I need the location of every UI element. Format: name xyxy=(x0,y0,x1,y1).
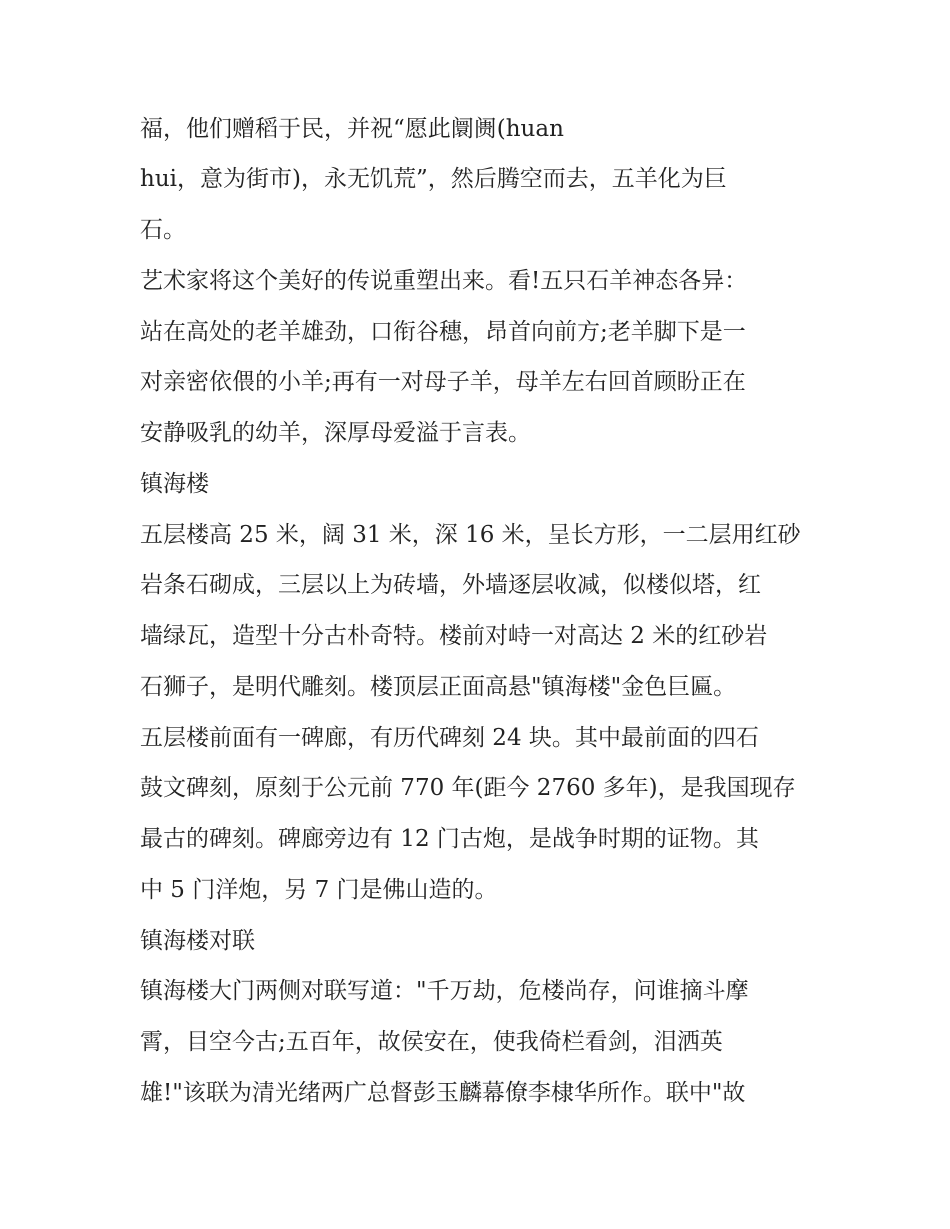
text-line: hui，意为街市)，永无饥荒”，然后腾空而去，五羊化为巨 xyxy=(140,166,727,192)
text-line: 岩条石砌成，三层以上为砖墙，外墙逐层收减，似楼似塔，红 xyxy=(140,572,761,598)
text-line: 站在高处的老羊雄劲，口衔谷穗，昂首向前方;老羊脚下是一 xyxy=(140,319,746,345)
text-line: 对亲密依偎的小羊;再有一对母子羊，母羊左右回首顾盼正在 xyxy=(140,369,746,395)
text-line: 鼓文碑刻，原刻于公元前 770 年(距今 2760 多年)，是我国现存 xyxy=(140,775,796,801)
text-line: 五层楼高 25 米，阔 31 米，深 16 米，呈长方形，一二层用红砂 xyxy=(140,522,801,548)
text-line: 雄!"该联为清光绪两广总督彭玉麟幕僚李棣华所作。联中"故 xyxy=(140,1080,746,1106)
text-line: 五层楼前面有一碑廊，有历代碑刻 24 块。其中最前面的四石 xyxy=(140,725,759,751)
text-line: 中 5 门洋炮，另 7 门是佛山造的。 xyxy=(140,877,498,903)
text-line: 石。 xyxy=(140,217,186,243)
section-heading: 镇海楼 xyxy=(140,471,209,497)
text-line: 墙绿瓦，造型十分古朴奇特。楼前对峙一对高达 2 米的红砂岩 xyxy=(140,623,768,649)
text-line: 霄，目空今古;五百年，故侯安在，使我倚栏看剑，泪洒英 xyxy=(140,1029,723,1055)
text-line: 石狮子，是明代雕刻。楼顶层正面高悬"镇海楼"金色巨匾。 xyxy=(140,674,737,700)
text-line: 福，他们赠稻于民，并祝“愿此阛阓(huan xyxy=(140,116,564,142)
text-line: 安静吸乳的幼羊，深厚母爱溢于言表。 xyxy=(140,420,531,446)
section-heading: 镇海楼对联 xyxy=(140,928,255,954)
text-line: 镇海楼大门两侧对联写道："千万劫，危楼尚存，问谁摘斗摩 xyxy=(140,978,749,1004)
text-line: 最古的碑刻。碑廊旁边有 12 门古炮，是战争时期的证物。其 xyxy=(140,826,759,852)
text-line: 艺术家将这个美好的传说重塑出来。看!五只石羊神态各异： xyxy=(140,268,748,294)
